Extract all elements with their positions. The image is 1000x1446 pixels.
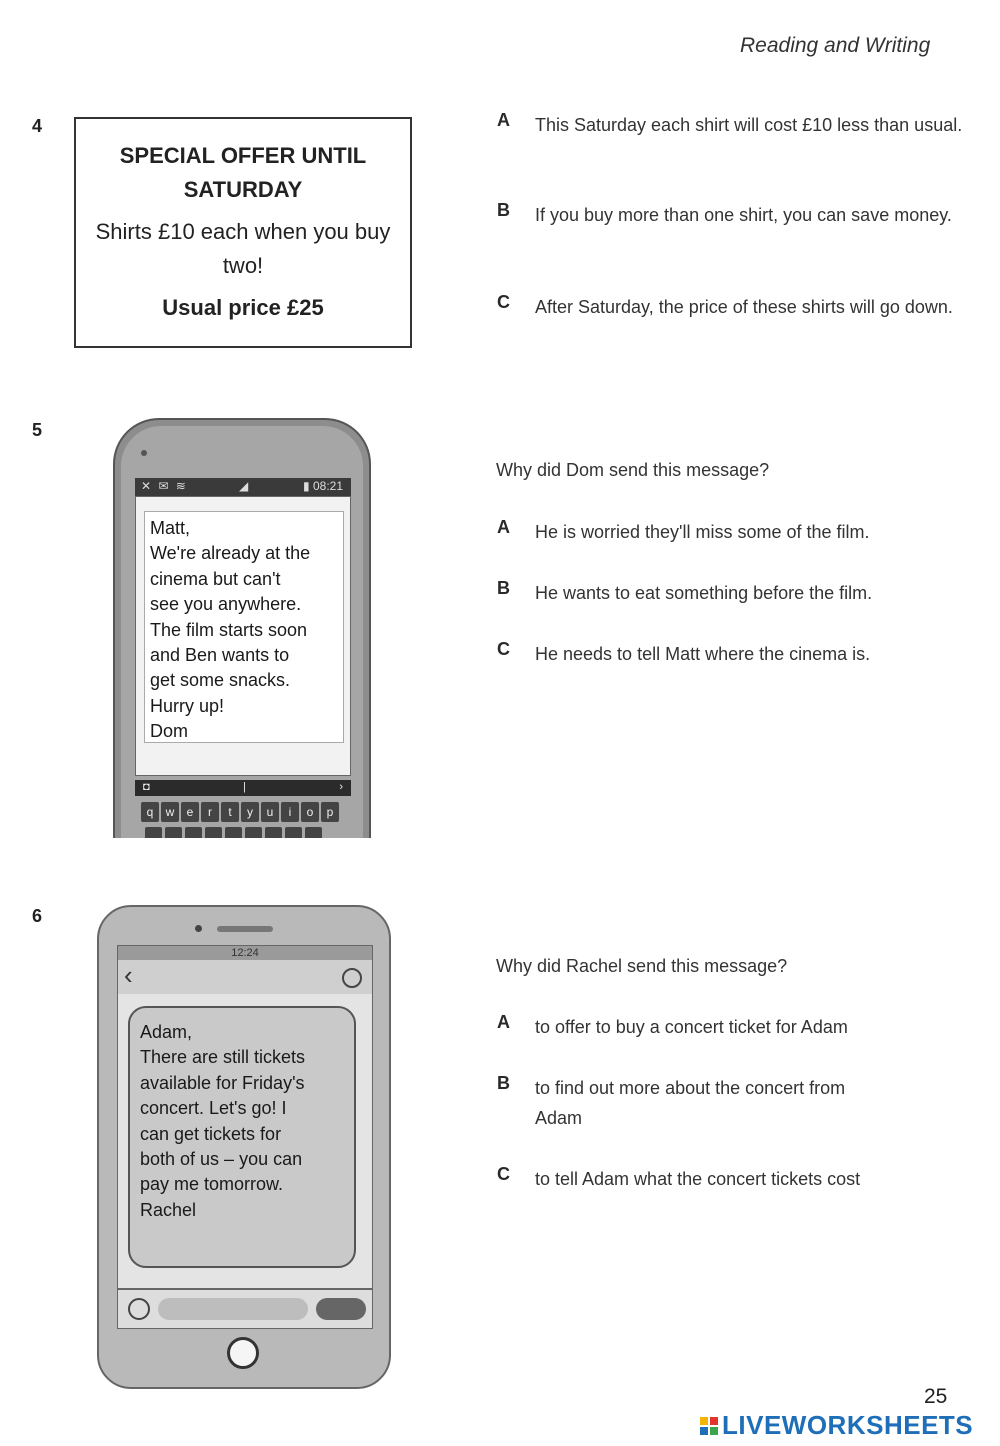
message-line: Rachel (140, 1199, 197, 1220)
chevron-right-icon: › (339, 781, 343, 793)
message-line: Hurry up! (150, 695, 225, 716)
message-line: We're already at the (150, 543, 311, 564)
camera-icon (128, 1298, 150, 1320)
question-number-6: 6 (32, 906, 43, 926)
camera-icon: ◘ (143, 781, 150, 793)
option-letter: A (497, 1012, 510, 1032)
keyboard-key (305, 827, 322, 838)
keyboard-row (141, 802, 347, 822)
chevron-left-icon: ‹ (124, 960, 133, 990)
contact-icon (342, 968, 362, 988)
message-line: concert. Let's go! I (140, 1098, 287, 1119)
message-line: Matt, (150, 518, 191, 538)
notice-usual-price: Usual price £25 (162, 295, 324, 320)
option-text: to find out more about the concert from Adam (535, 1078, 846, 1128)
phone-camera-dot (141, 450, 147, 456)
phone-camera-dot (195, 925, 202, 932)
special-offer-notice (74, 117, 412, 348)
liveworksheets-logo (700, 1410, 973, 1441)
section-header: Reading and Writing (740, 34, 931, 57)
option-text: This Saturday each shirt will cost £10 less than usual. (535, 115, 963, 135)
option-text: to offer to buy a concert ticket for Adam (535, 1017, 848, 1037)
message-input-area (117, 1289, 373, 1329)
option-text: If you buy more than one shirt, you can save money. (535, 205, 952, 225)
message-line: see you anywhere. (150, 594, 302, 615)
message-line: There are still tickets (140, 1047, 306, 1068)
message-line: cinema but can't (150, 568, 281, 589)
option-letter: C (497, 292, 510, 312)
message-line: Dom (150, 721, 189, 742)
keyboard-row-partial (145, 827, 345, 838)
text-message-rachel (128, 1006, 356, 1268)
option-text: He wants to eat something before the film. (535, 583, 873, 603)
chat-header (118, 960, 372, 994)
option-text: After Saturday, the price of these shirts will go down. (535, 297, 953, 317)
cursor-icon: | (243, 781, 246, 793)
phone-speaker (217, 926, 273, 932)
option-letter: B (497, 1073, 510, 1093)
keyboard-toolbar (135, 780, 351, 796)
keyboard-key: u (261, 802, 279, 822)
keyboard-key: q (141, 802, 159, 822)
phone-screen (135, 496, 351, 776)
message-line: pay me tomorrow. (140, 1174, 284, 1195)
option-text: to tell Adam what the concert tickets cost (535, 1169, 861, 1189)
text-message-dom (144, 511, 344, 743)
option-letter: B (497, 578, 510, 598)
phone-illustration-dom (113, 418, 371, 838)
keyboard-key: e (181, 802, 199, 822)
question-number-5: 5 (32, 420, 43, 440)
status-time: 12:24 (231, 947, 259, 959)
signal-icon: ◢ (239, 479, 249, 493)
keyboard-key (205, 827, 222, 838)
phone-status-bar (135, 478, 351, 496)
keyboard-key (265, 827, 282, 838)
message-line: available for Friday's (140, 1072, 305, 1093)
phone-screen (117, 945, 373, 1289)
page-number: 25 (924, 1385, 948, 1408)
keyboard-key: o (301, 802, 319, 822)
message-line: get some snacks. (150, 670, 291, 691)
keyboard-key (145, 827, 162, 838)
keyboard-key (245, 827, 262, 838)
logo-grid-icon (700, 1417, 718, 1435)
home-button-icon (227, 1337, 259, 1369)
message-line: can get tickets for (140, 1123, 282, 1144)
question-number-4: 4 (32, 116, 43, 136)
keyboard-key: w (161, 802, 179, 822)
option-letter: A (497, 110, 510, 130)
keyboard-key (165, 827, 182, 838)
q6-question: Why did Rachel send this message? (496, 956, 788, 976)
option-letter: A (497, 517, 510, 537)
message-field (158, 1298, 308, 1320)
notice-offer-line: Shirts £10 each when you buy two! (95, 219, 391, 278)
message-line: Adam, (140, 1022, 193, 1042)
option-letter: C (497, 639, 510, 659)
keyboard-key: r (201, 802, 219, 822)
option-text: He needs to tell Matt where the cinema is. (535, 644, 871, 664)
phone-status-bar (118, 946, 372, 960)
notice-title: SPECIAL OFFER UNTIL SATURDAY (119, 143, 367, 202)
q5-question: Why did Dom send this message? (496, 460, 770, 480)
status-icons: ✕ ✉ ≋ (141, 479, 188, 493)
keyboard-key (185, 827, 202, 838)
message-line: both of us – you can (140, 1149, 303, 1170)
brand-text: LIVEWORKSHEETS (722, 1410, 974, 1440)
option-letter: C (497, 1164, 510, 1184)
status-time: ▮ 08:21 (303, 479, 343, 493)
message-line: and Ben wants to (150, 645, 290, 666)
keyboard-key: t (221, 802, 239, 822)
keyboard-key: y (241, 802, 259, 822)
send-button (316, 1298, 366, 1320)
option-text: He is worried they'll miss some of the film. (535, 522, 870, 542)
phone-illustration-rachel (97, 905, 391, 1389)
option-letter: B (497, 200, 510, 220)
keyboard-key (225, 827, 242, 838)
keyboard-key (285, 827, 302, 838)
keyboard-key: i (281, 802, 299, 822)
keyboard-key: p (321, 802, 339, 822)
message-line: The film starts soon (150, 619, 308, 640)
